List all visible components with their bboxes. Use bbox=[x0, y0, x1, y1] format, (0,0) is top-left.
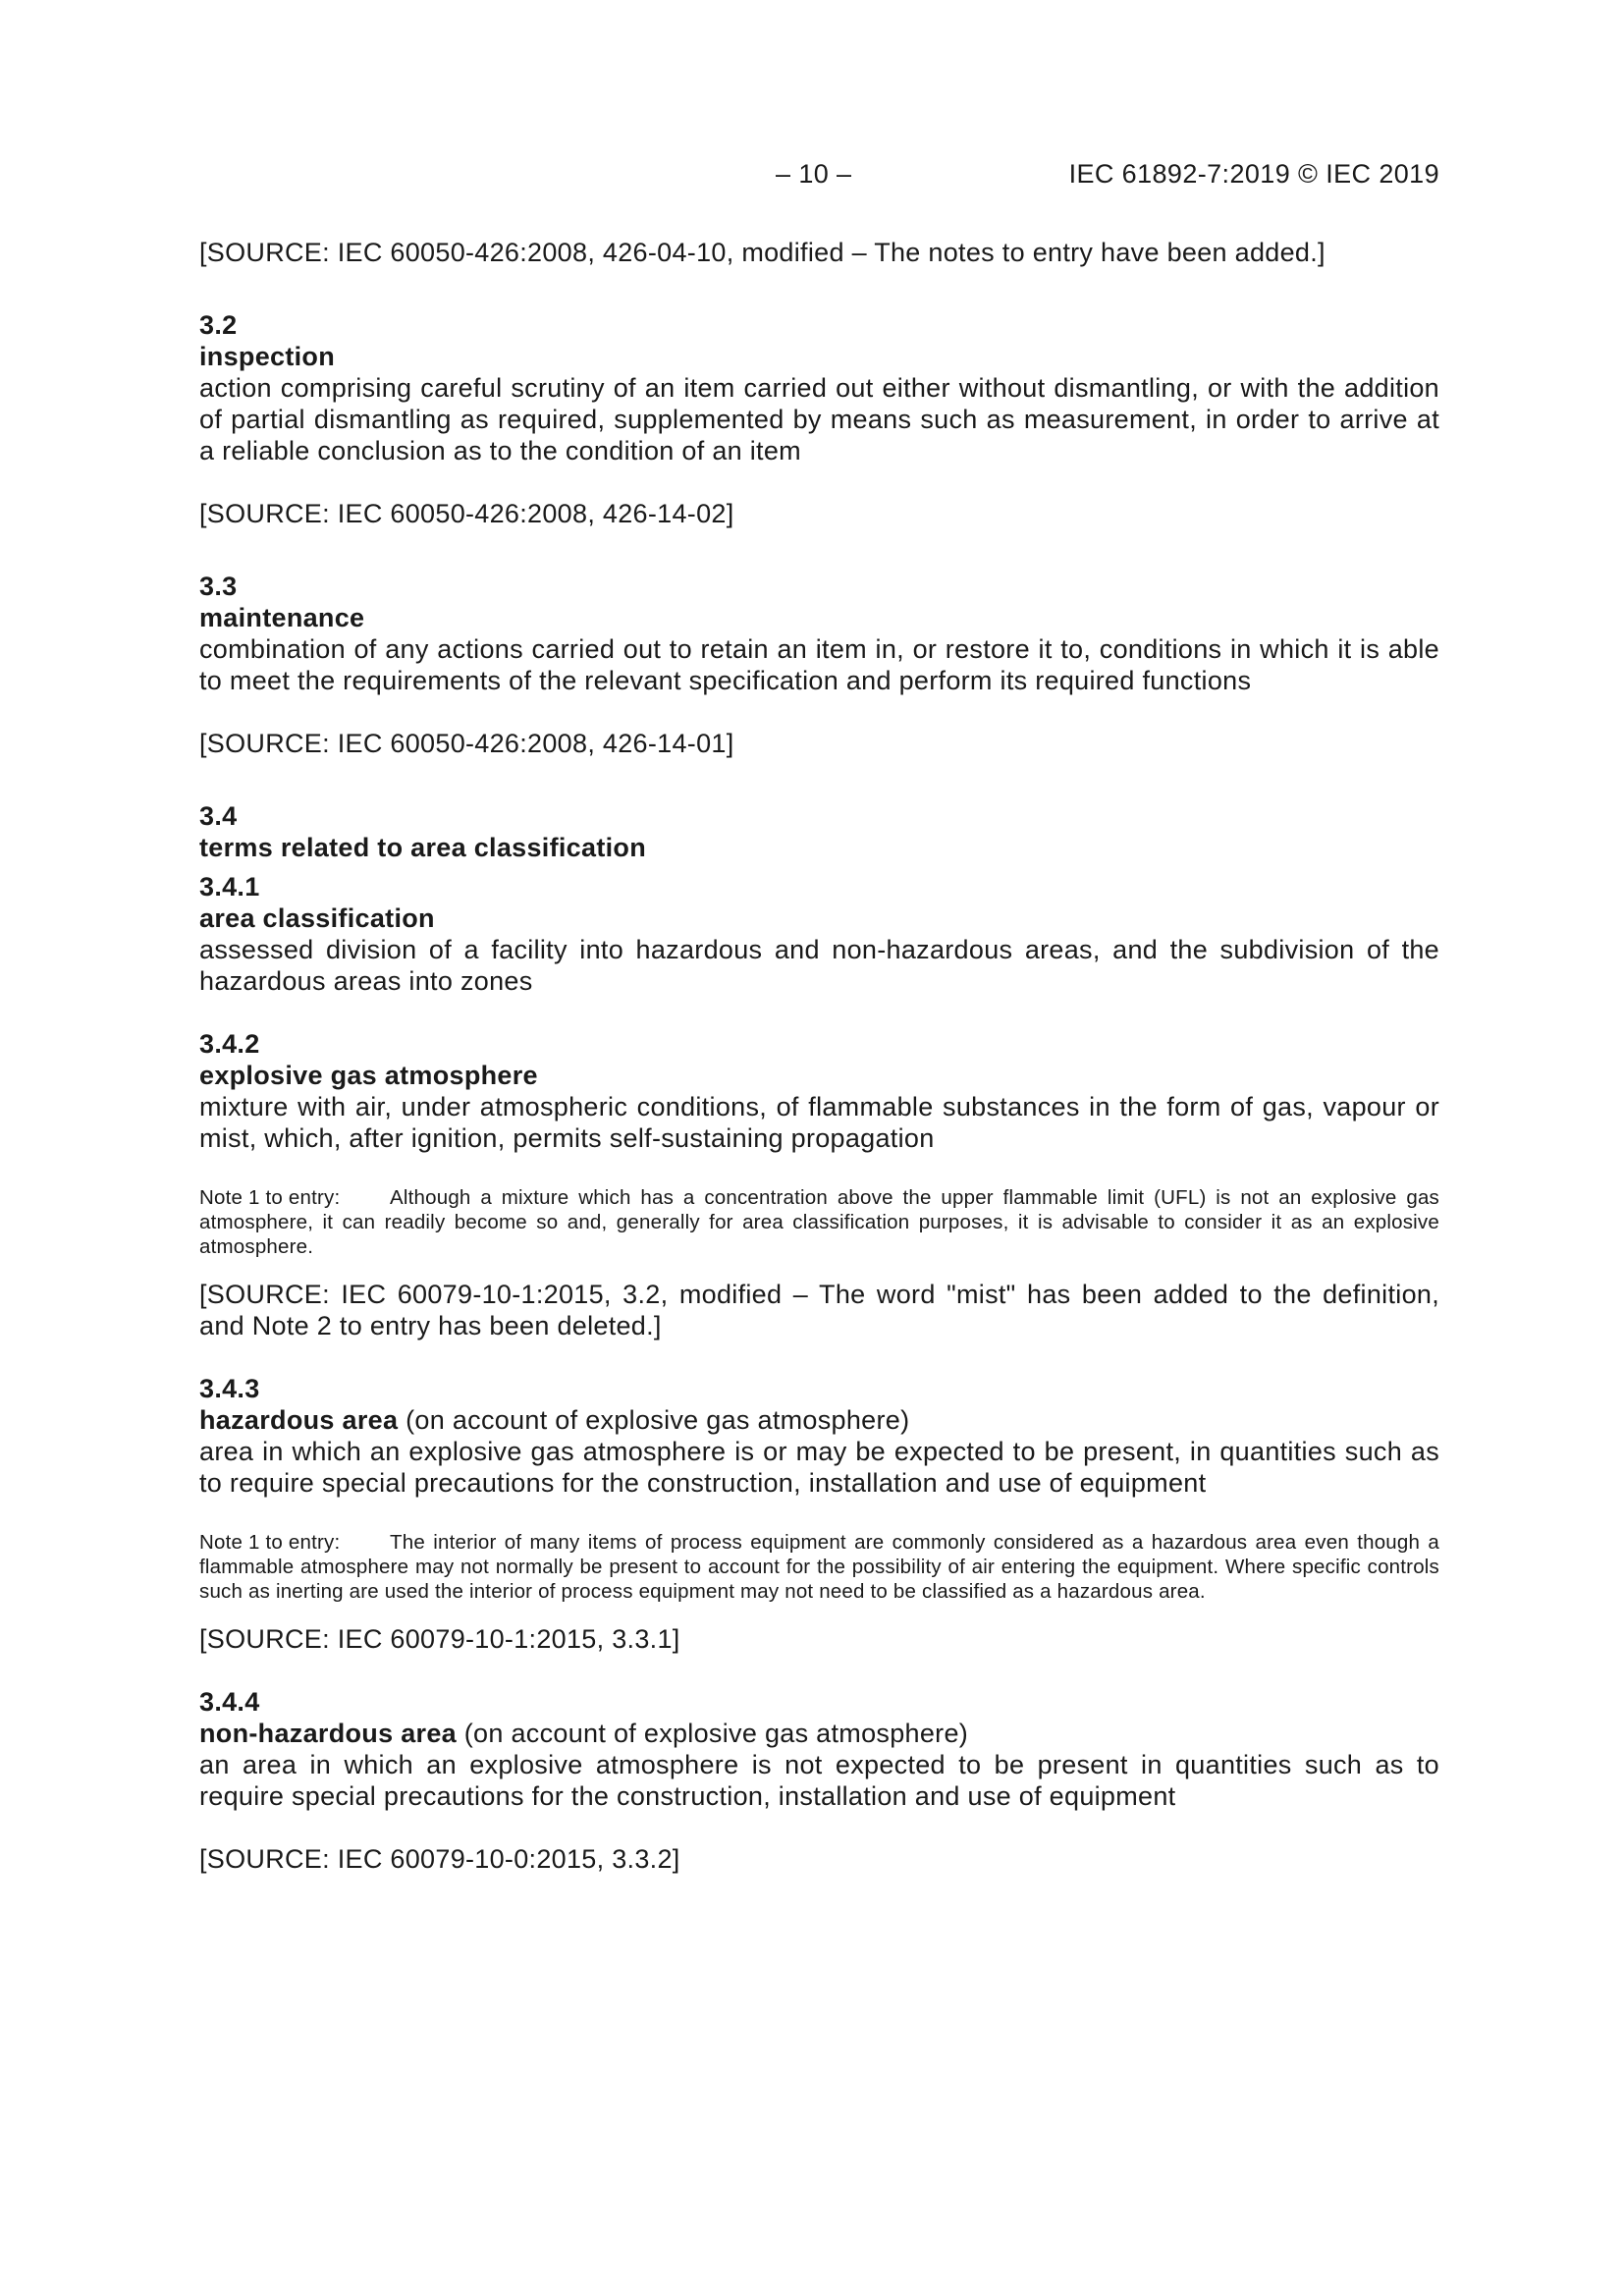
term-entry-3-4 bbox=[199, 800, 1439, 863]
term-entry-3-4-3 bbox=[199, 1373, 1439, 1655]
clause-number: 3.4.4 bbox=[199, 1687, 260, 1717]
document-body bbox=[199, 237, 1439, 1875]
term-heading-line bbox=[199, 1718, 1439, 1749]
term-entry-3-3 bbox=[199, 571, 1439, 759]
source-note: [SOURCE: IEC 60050-426:2008, 426-04-10, modified – The notes to entry have been added.] bbox=[199, 238, 1325, 267]
clause-number: 3.4.2 bbox=[199, 1029, 260, 1059]
clause-number: 3.3 bbox=[199, 572, 238, 601]
term-entry-3-4-2 bbox=[199, 1028, 1439, 1341]
clause-number: 3.2 bbox=[199, 310, 238, 340]
term-definition: action comprising careful scrutiny of an item carried out either without dismantling, or with the addition of partial dismantling as required, supplemented by means such as measurement, in order to arrive at a reliable conclusion as to the condition of an item bbox=[199, 373, 1439, 465]
term-entry-3-4-4 bbox=[199, 1686, 1439, 1875]
page-number: – 10 – bbox=[776, 159, 852, 189]
term-definition: assessed division of a facility into hazardous and non-hazardous areas, and the subdivision of the hazardous areas into zones bbox=[199, 935, 1439, 996]
note-to-entry bbox=[199, 1530, 1439, 1604]
term-definition: area in which an explosive gas atmosphere is or may be expected to be present, in quantities such as to require special precautions for the construction, installation and use of equipment bbox=[199, 1437, 1439, 1498]
term-heading: non-hazardous area bbox=[199, 1719, 457, 1748]
term-definition: an area in which an explosive atmosphere is not expected to be present in quantities such as to require special precautions for the construction, installation and use of equipment bbox=[199, 1750, 1439, 1811]
term-definition: mixture with air, under atmospheric conditions, of flammable substances in the form of gas, vapour or mist, which, after ignition, permits self-sustaining propagation bbox=[199, 1092, 1439, 1153]
source-note: [SOURCE: IEC 60079-10-1:2015, 3.2, modified – The word "mist" has been added to the definition, and Note 2 to entry has been deleted.] bbox=[199, 1280, 1439, 1340]
note-label: Note 1 to entry: bbox=[199, 1186, 341, 1209]
source-note: [SOURCE: IEC 60079-10-0:2015, 3.3.2] bbox=[199, 1844, 680, 1874]
clause-number: 3.4.3 bbox=[199, 1374, 260, 1403]
term-entry-3-2 bbox=[199, 309, 1439, 529]
clause-number: 3.4.1 bbox=[199, 872, 260, 902]
term-heading: area classification bbox=[199, 903, 435, 933]
source-note: [SOURCE: IEC 60050-426:2008, 426-14-01] bbox=[199, 729, 734, 758]
term-entry-3-4-1 bbox=[199, 871, 1439, 997]
term-heading: inspection bbox=[199, 342, 336, 371]
term-heading-line bbox=[199, 1404, 1439, 1436]
source-note: [SOURCE: IEC 60079-10-1:2015, 3.3.1] bbox=[199, 1624, 680, 1654]
source-note: [SOURCE: IEC 60050-426:2008, 426-14-02] bbox=[199, 499, 734, 528]
page-header bbox=[199, 159, 1439, 198]
term-definition: combination of any actions carried out to retain an item in, or restore it to, conditions in which it is able to meet the requirements of the relevant specification and perform its required functions bbox=[199, 634, 1439, 695]
term-heading: hazardous area bbox=[199, 1405, 399, 1435]
note-text: Although a mixture which has a concentration above the upper flammable limit (UFL) is not an explosive gas atmosphere, it can readily become so and, generally for area classification purposes, it is advisable to consider it as an explosive atmosphere. bbox=[199, 1186, 1439, 1258]
note-to-entry bbox=[199, 1185, 1439, 1259]
document-reference: IEC 61892-7:2019 © IEC 2019 bbox=[1068, 159, 1439, 189]
term-qualifier: (on account of explosive gas atmosphere) bbox=[463, 1719, 969, 1748]
term-heading: maintenance bbox=[199, 603, 365, 632]
term-qualifier: (on account of explosive gas atmosphere) bbox=[406, 1405, 910, 1435]
note-label: Note 1 to entry: bbox=[199, 1531, 341, 1554]
clause-number: 3.4 bbox=[199, 801, 238, 831]
term-heading: explosive gas atmosphere bbox=[199, 1061, 538, 1090]
term-heading: terms related to area classification bbox=[199, 833, 646, 862]
note-text: The interior of many items of process equipment are commonly considered as a hazardous area even though a flammable atmosphere may not normally be present to account for the possibility of air entering the equipment. Where specific controls such as inerting are used the interior of process equipment may not need to be classified as a hazardous area. bbox=[199, 1531, 1439, 1603]
